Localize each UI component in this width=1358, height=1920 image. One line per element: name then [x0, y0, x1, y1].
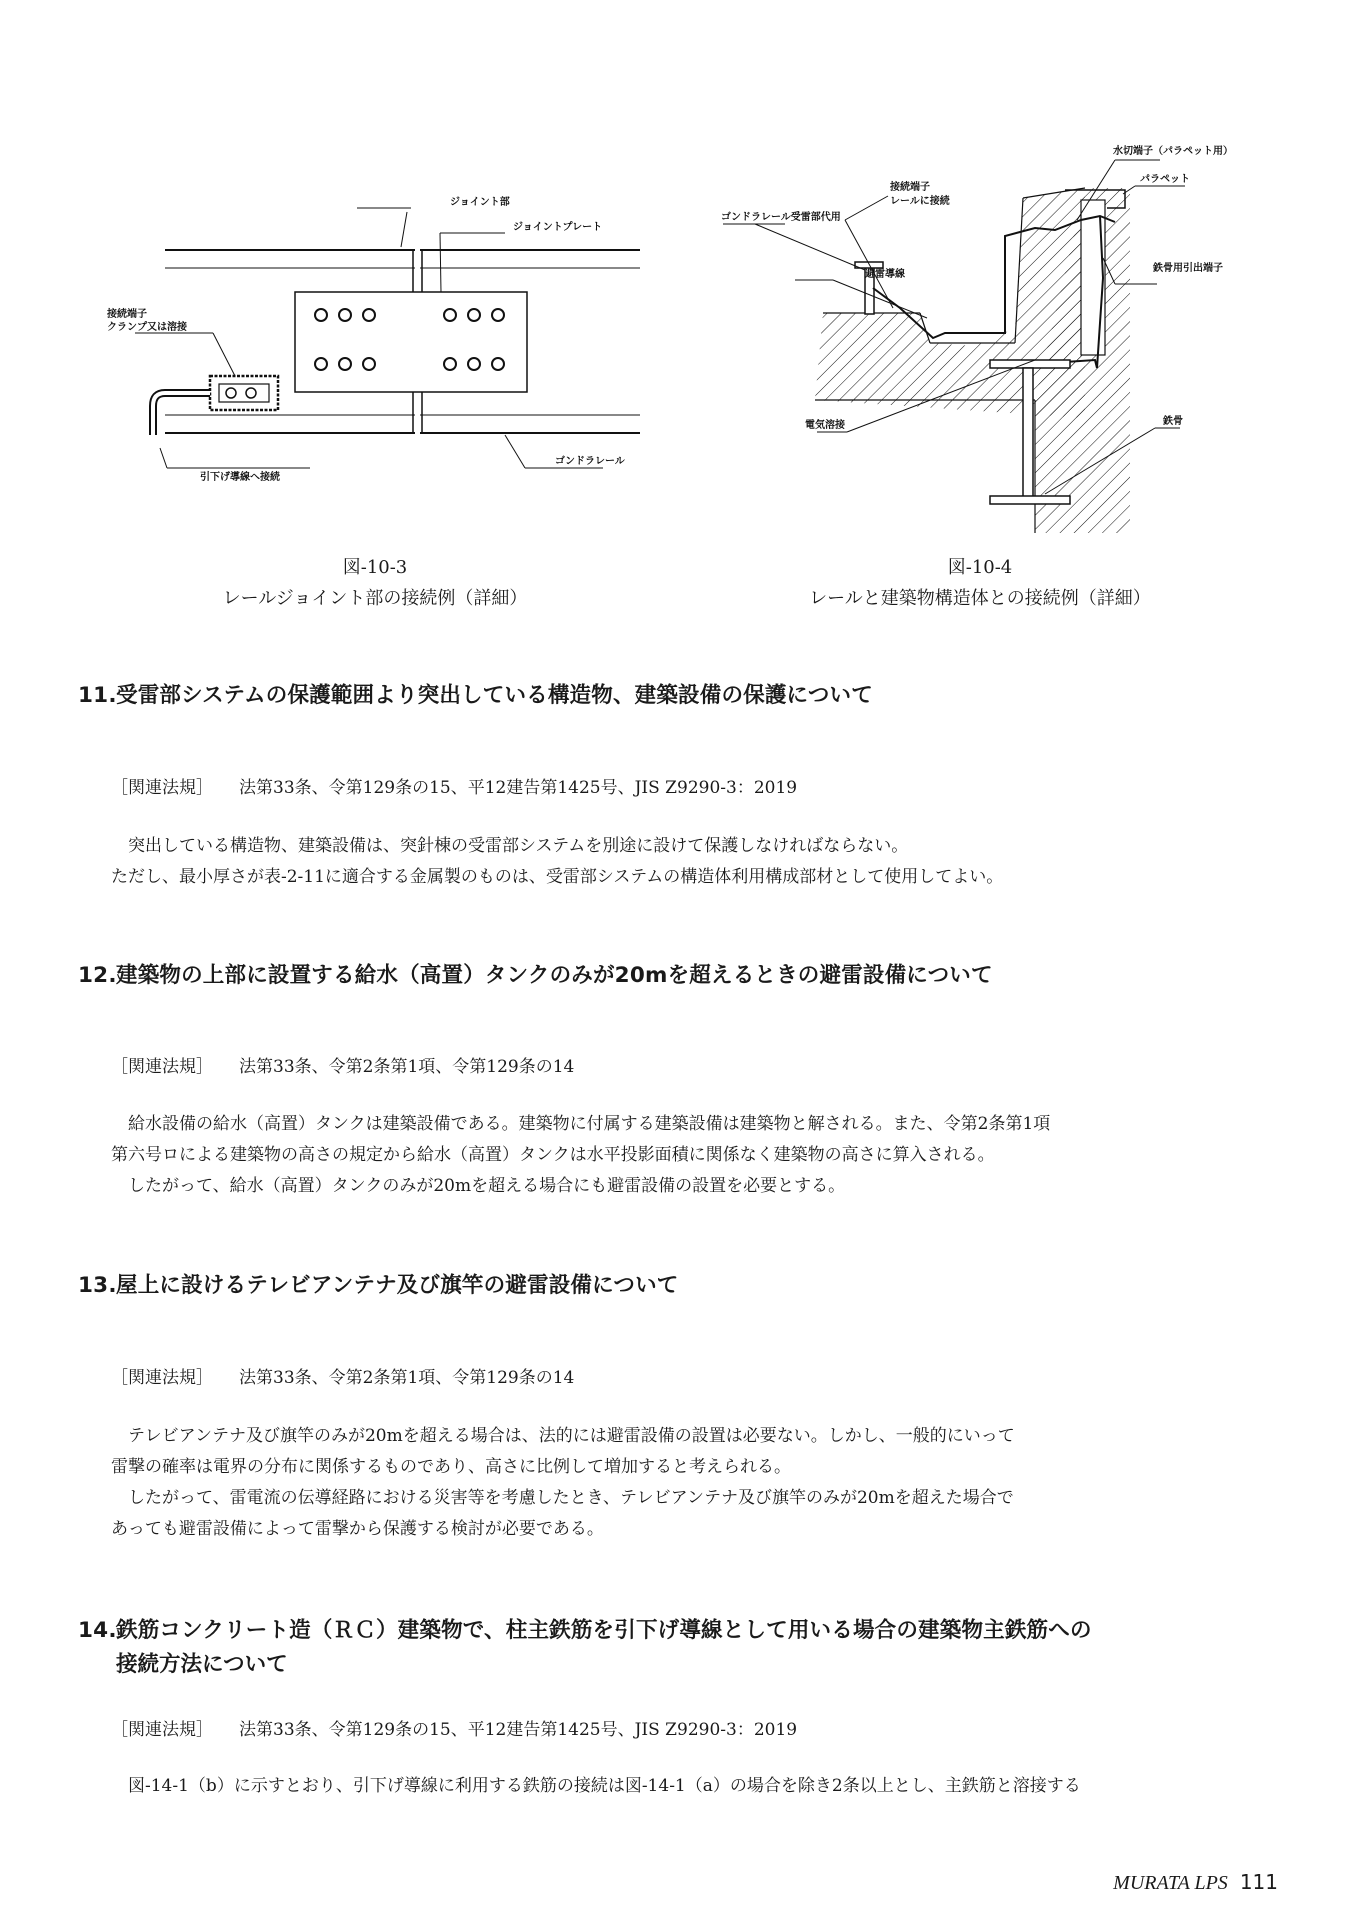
section-12-number: 12. [78, 963, 117, 988]
section-12-body [111, 1109, 1050, 1202]
related-label: ［関連法規］ [111, 1057, 213, 1077]
label-conn-rail: レールに接続 [890, 196, 950, 207]
paragraph-line: 突出している構造物、建築設備は、突針棟の受雷部システムを別途に設けて保護しなければならない。 [111, 836, 909, 856]
label-gondola-rail: ゴンドラレール [555, 456, 625, 467]
section-14-heading [78, 1613, 1092, 1644]
section-13-body [111, 1421, 1015, 1545]
section-14-title: 鉄筋コンクリート造（ＲＣ）建築物で、柱主鉄筋を引下げ導線として用いる場合の建築物主鉄筋への [116, 1618, 1092, 1643]
section-11-number: 11. [78, 683, 117, 708]
rail-joint-diagram [95, 150, 655, 490]
section-13-number: 13. [78, 1273, 117, 1298]
figure-10-4-title: レールと建築物構造体との接続例（詳細） [809, 588, 1151, 609]
label-down-conductor: 引下げ導線へ接続 [200, 472, 280, 483]
page-number: 111 [1239, 1870, 1278, 1894]
section-11-heading [78, 678, 873, 709]
label-clamp: クランプ又は溶接 [107, 322, 187, 333]
section-13-title: 屋上に設けるテレビアンテナ及び旗竿の避雷設備について [116, 1273, 679, 1298]
paragraph-line: テレビアンテナ及び旗竿のみが20mを超える場合は、法的には避雷設備の設置は必要ない。しかし、一般的にいって [111, 1426, 1015, 1446]
label-gondola-rail-sub: ゴンドラレール受雷部代用 [721, 212, 841, 223]
related-laws: 法第33条、令第129条の15、平12建告第1425号、JIS Z9290-3：2019 [239, 1720, 798, 1740]
paragraph-line: 第六号ロによる建築物の高さの規定から給水（高置）タンクは水平投影面積に関係なく建築物の高さに算入される。 [111, 1145, 995, 1165]
related-laws: 法第33条、令第2条第1項、令第129条の14 [239, 1368, 575, 1388]
figure-10-4-caption [770, 552, 1190, 614]
figure-10-4 [705, 138, 1265, 538]
section-12-heading [78, 958, 993, 989]
paragraph-line: したがって、雷電流の伝導経路における災害等を考慮したとき、テレビアンテナ及び旗竿のみが20mを超えた場合で [111, 1488, 1014, 1508]
section-13-related [111, 1363, 574, 1388]
paragraph-line: ただし、最小厚さが表-2-11に適合する金属製のものは、受雷部システムの構造体利用構成部材として使用してよい。 [111, 867, 1004, 887]
label-water-terminal: 水切端子（パラペット用） [1113, 146, 1233, 157]
label-conn-terminal: 接続端子 [890, 182, 930, 193]
figure-10-3-caption [175, 552, 575, 614]
rail-building-diagram [705, 138, 1265, 538]
related-label: ［関連法規］ [111, 1720, 213, 1740]
section-14-related [111, 1715, 797, 1740]
paragraph-line: したがって、給水（高置）タンクのみが20mを超える場合にも避雷設備の設置を必要とする。 [111, 1176, 846, 1196]
brand-name: MURATA LPS [1113, 1872, 1228, 1894]
label-steel-frame: 鉄骨 [1163, 416, 1183, 427]
related-label: ［関連法規］ [111, 1368, 213, 1388]
section-11-body [111, 831, 1003, 893]
label-welding: 電気溶接 [805, 420, 845, 431]
paragraph-line: 図-14-1（b）に示すとおり、引下げ導線に利用する鉄筋の接続は図-14-1（a）の場合を除き2条以上とし、主鉄筋と溶接する [111, 1776, 1081, 1796]
section-13-heading [78, 1268, 678, 1299]
section-12-title: 建築物の上部に設置する給水（高置）タンクのみが20mを超えるときの避雷設備について [116, 963, 993, 988]
label-steel-terminal: 鉄骨用引出端子 [1153, 263, 1223, 274]
label-parapet: パラペット [1140, 174, 1190, 185]
section-12-related [111, 1052, 574, 1077]
paragraph-line: あっても避雷設備によって雷撃から保護する検討が必要である。 [111, 1519, 604, 1539]
section-14-number: 14. [78, 1618, 117, 1643]
figure-10-3-number: 図-10-3 [342, 557, 408, 578]
related-laws: 法第33条、令第2条第1項、令第129条の14 [239, 1057, 575, 1077]
label-joint: ジョイント部 [450, 197, 510, 208]
label-joint-plate: ジョイントプレート [513, 222, 603, 233]
label-lightning-conductor: 避雷導線 [865, 269, 905, 280]
label-terminal: 接続端子 [107, 309, 147, 320]
related-laws: 法第33条、令第129条の15、平12建告第1425号、JIS Z9290-3：2019 [239, 778, 798, 798]
paragraph-line: 給水設備の給水（高置）タンクは建築設備である。建築物に付属する建築設備は建築物と解される。また、令第2条第1項 [111, 1114, 1051, 1134]
section-14-heading-line2: 接続方法について [116, 1652, 288, 1677]
figure-10-4-number: 図-10-4 [947, 557, 1013, 578]
section-11-title: 受雷部システムの保護範囲より突出している構造物、建築設備の保護について [116, 683, 873, 708]
paragraph-line: 雷撃の確率は電界の分布に関係するものであり、高さに比例して増加すると考えられる。 [111, 1457, 791, 1477]
figure-10-3 [95, 150, 655, 490]
section-14-body [111, 1771, 1081, 1802]
related-label: ［関連法規］ [111, 778, 213, 798]
figure-10-3-title: レールジョイント部の接続例（詳細） [222, 588, 528, 609]
section-11-related [111, 773, 797, 798]
page-footer [1113, 1870, 1278, 1895]
